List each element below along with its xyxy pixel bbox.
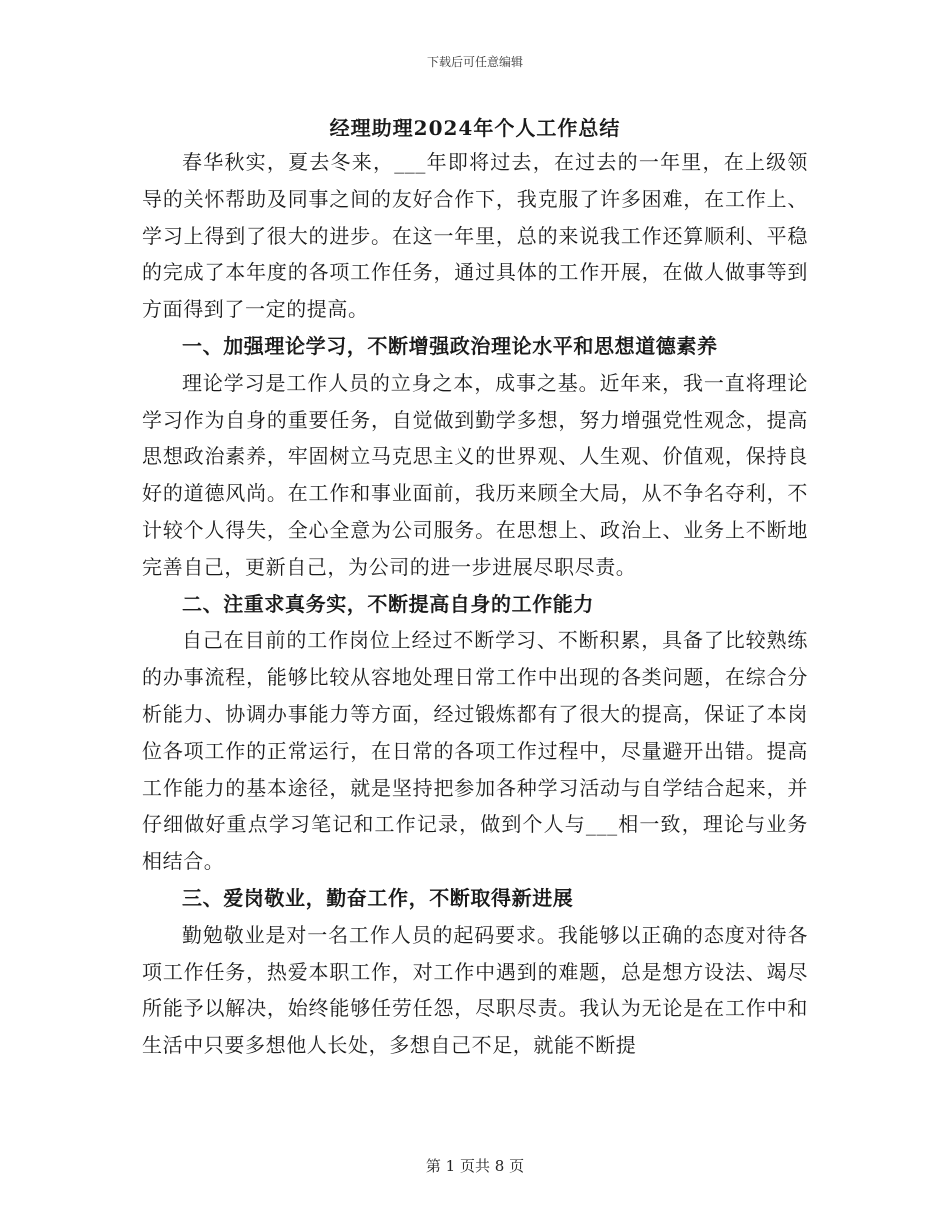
document-body [142, 112, 808, 1064]
section-3-paragraph: 勤勉敬业是对一名工作人员的起码要求。我能够以正确的态度对待各项工作任务，热爱本职工作，对工作中遇到的难题，总是想方设法、竭尽所能予以解决，始终能够任劳任怨，尽职尽责。我认为无论是在工作中和生活中只要多想他人长处，多想自己不足，就能不断提 [142, 922, 808, 1058]
section-2-paragraph: 自己在目前的工作岗位上经过不断学习、不断积累，具备了比较熟练的办事流程，能够比较从容地处理日常工作中出现的各类问题，在综合分析能力、协调办事能力等方面，经过锻炼都有了很大的提高，保证了本岗位各项工作的正常运行，在日常的各项工作过程中，尽量避开出错。提高工作能力的基本途径，就是坚持把参加各种学习活动与自学结合起来，并仔细做好重点学习笔记和工作记录，做到个人与___相一致，理论与业务相结合。 [142, 628, 808, 874]
document-title: 经理助理2024年个人工作总结 [329, 116, 621, 140]
intro-paragraph: 春华秋实，夏去冬来，___年即将过去，在过去的一年里，在上级领导的关怀帮助及同事之间的友好合作下，我克服了许多困难，在工作上、学习上得到了很大的进步。在这一年里，总的来说我工作还算顺利、平稳的完成了本年度的各项工作任务，通过具体的工作开展，在做人做事等到方面得到了一定的提高。 [142, 150, 808, 322]
section-3-heading: 三、爱岗敬业，勤奋工作，不断取得新进展 [182, 885, 574, 910]
section-1-heading: 一、加强理论学习，不断增强政治理论水平和思想道德素养 [182, 333, 718, 358]
section-1-paragraph: 理论学习是工作人员的立身之本，成事之基。近年来，我一直将理论学习作为自身的重要任务，自觉做到勤学多想，努力增强党性观念，提高思想政治素养，牢固树立马克思主义的世界观、人生观、价值观，保持良好的道德风尚。在工作和事业面前，我历来顾全大局，从不争名夺利，不计较个人得失，全心全意为公司服务。在思想上、政治上、业务上不断地完善自己，更新自己，为公司的进一步进展尽职尽责。 [142, 370, 808, 579]
page-header-note: 下载后可任意编辑 [426, 55, 523, 69]
page-number: 第 1 页共 8 页 [425, 1157, 525, 1175]
section-2-heading: 二、注重求真务实，不断提高自身的工作能力 [182, 591, 594, 616]
